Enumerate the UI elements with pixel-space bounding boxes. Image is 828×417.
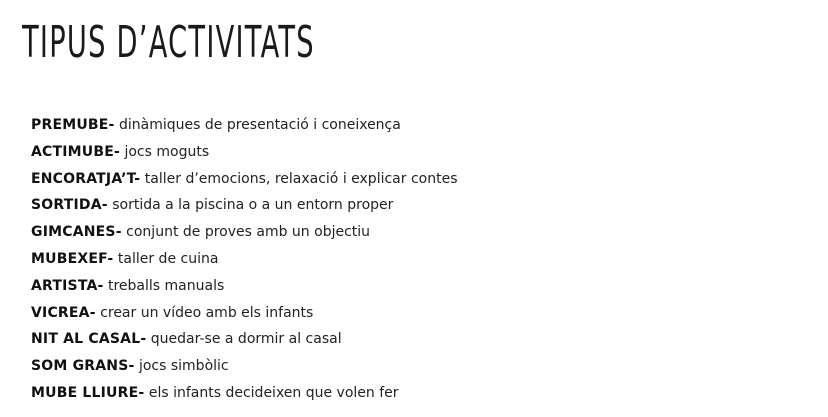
activity-term: ACTIMUBE-: [31, 143, 121, 160]
activity-description: taller de cuina: [113, 250, 219, 267]
list-item: [31, 380, 458, 407]
list-item: [31, 219, 458, 246]
activity-description: jocs moguts: [120, 143, 210, 160]
activity-term: NIT AL CASAL-: [31, 331, 147, 348]
list-item: [31, 192, 458, 219]
activity-description: dinàmiques de presentació i coneixença: [114, 117, 401, 133]
activity-term: ENCORATJA’T-: [31, 170, 141, 187]
list-item: [31, 246, 458, 273]
activity-description: taller d’emocions, relaxació i explicar contes: [140, 170, 458, 187]
activity-description: crear un vídeo amb els infants: [95, 304, 314, 321]
page-title: TIPUS D’ACTIVITATS: [22, 17, 315, 68]
list-item: [31, 166, 458, 193]
activity-term: MUBEXEF-: [31, 250, 114, 267]
activity-term: VICREA-: [31, 304, 96, 321]
activity-description: quedar-se a dormir al casal: [146, 331, 342, 348]
activity-description: jocs simbòlic: [134, 358, 229, 375]
list-item: [31, 300, 458, 327]
activity-description: els infants decideixen que volen fer: [144, 384, 399, 401]
activity-description: sortida a la piscina o a un entorn proper: [107, 197, 394, 214]
activity-term: GIMCANES-: [31, 224, 122, 241]
activity-term: ARTISTA-: [31, 277, 104, 294]
list-item: [31, 353, 458, 380]
activity-term: SORTIDA-: [31, 197, 108, 214]
list-item: [31, 112, 458, 139]
list-item: [31, 273, 458, 300]
activity-term: PREMUBE-: [31, 117, 115, 133]
activity-list: [31, 112, 458, 407]
activity-description: treballs manuals: [103, 277, 225, 294]
activity-description: conjunt de proves amb un objectiu: [121, 224, 371, 241]
list-item: [31, 139, 458, 166]
activity-term: MUBE LLIURE-: [31, 384, 145, 401]
list-item: [31, 326, 458, 353]
activity-term: SOM GRANS-: [31, 358, 135, 375]
